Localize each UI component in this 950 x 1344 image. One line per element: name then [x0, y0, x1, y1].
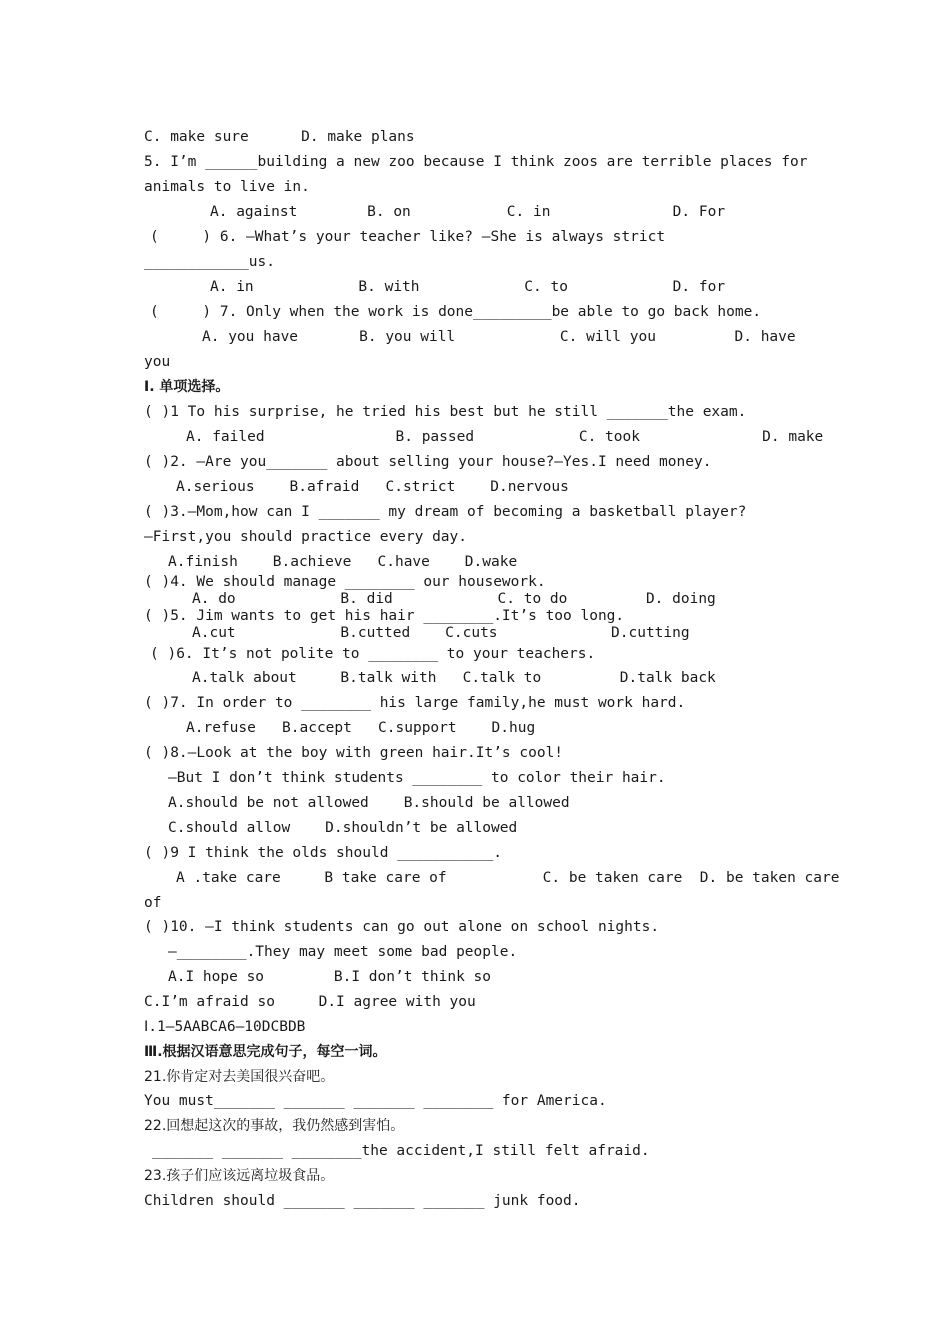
section-heading: I. 单项选择。	[144, 379, 230, 395]
text-line: ( ) 7. Only when the work is done_________be able to go back home.	[150, 304, 762, 320]
text-line: ( )5. Jim wants to get his hair ________.It’s too long.	[144, 608, 625, 624]
text-line: ( )2. —Are you_______ about selling your house?—Yes.I need money.	[144, 454, 712, 470]
text-line: ( )4. We should manage ________ our housework.	[144, 574, 546, 590]
text-line: You must_______ _______ _______ ________ for America.	[144, 1093, 607, 1109]
text-line: A. you have B. you will C. will you D. have	[202, 329, 796, 345]
text-line: 21.你肯定对去美国很兴奋吧。	[144, 1069, 335, 1085]
text-line: A.refuse B.accept C.support D.hug	[186, 720, 536, 736]
text-line: A. against B. on C. in D. For	[210, 204, 726, 220]
text-line: A. failed B. passed C. took D. make	[186, 429, 824, 445]
text-line: C. make sure D. make plans	[144, 129, 415, 145]
section-heading: Ⅲ.根据汉语意思完成句子，每空一词。	[144, 1044, 387, 1060]
text-line: ____________us.	[144, 254, 275, 270]
text-line: ( )1 To his surprise, he tried his best but he still _______the exam.	[144, 404, 747, 420]
text-line: —But I don’t think students ________ to color their hair.	[168, 770, 666, 786]
text-line: C.should allow D.shouldn’t be allowed	[168, 820, 518, 836]
text-line: ( )9 I think the olds should ___________.	[144, 845, 502, 861]
text-line: ( )8.—Look at the boy with green hair.It’s cool!	[144, 745, 564, 761]
text-line: A .take care B take care of C. be taken care D. be taken care	[176, 870, 840, 886]
text-line: A. do B. did C. to do D. doing	[192, 591, 716, 607]
text-line: 22.回想起这次的事故，我仍然感到害怕。	[144, 1118, 405, 1134]
text-line: A.cut B.cutted C.cuts D.cutting	[192, 625, 690, 641]
text-line: ( )7. In order to ________ his large family,he must work hard.	[144, 695, 686, 711]
text-line: you	[144, 354, 171, 370]
text-line: animals to live in.	[144, 179, 310, 195]
text-line: ( )3.—Mom,how can I _______ my dream of becoming a basketball player?	[144, 504, 747, 520]
text-line: A.talk about B.talk with C.talk to D.talk back	[192, 670, 716, 686]
text-line: 5. I’m ______building a new zoo because I think zoos are terrible places for	[144, 154, 808, 170]
text-line: A. in B. with C. to D. for	[210, 279, 726, 295]
text-line: ( )10. —I think students can go out alone on school nights.	[144, 919, 660, 935]
text-line: 23.孩子们应该远离垃圾食品。	[144, 1168, 335, 1184]
text-line: Children should _______ _______ _______ junk food.	[144, 1193, 581, 1209]
text-line: of	[144, 895, 162, 911]
text-line: C.I’m afraid so D.I agree with you	[144, 994, 476, 1010]
text-line: —________.They may meet some bad people.	[168, 944, 518, 960]
text-line: A.should be not allowed B.should be allowed	[168, 795, 570, 811]
text-line: A.finish B.achieve C.have D.wake	[168, 554, 518, 570]
answer-key: Ⅰ.1—5AABCA6—10DCBDB	[144, 1019, 306, 1035]
text-line: A.I hope so B.I don’t think so	[168, 969, 492, 985]
text-line: —First,you should practice every day.	[144, 529, 468, 545]
text-line: _______ _______ ________the accident,I still felt afraid.	[152, 1143, 650, 1159]
text-line: A.serious B.afraid C.strict D.nervous	[176, 479, 569, 495]
text-line: ( )6. It’s not polite to ________ to your teachers.	[150, 646, 596, 662]
text-line: ( ) 6. —What’s your teacher like? —She is always strict	[150, 229, 666, 245]
